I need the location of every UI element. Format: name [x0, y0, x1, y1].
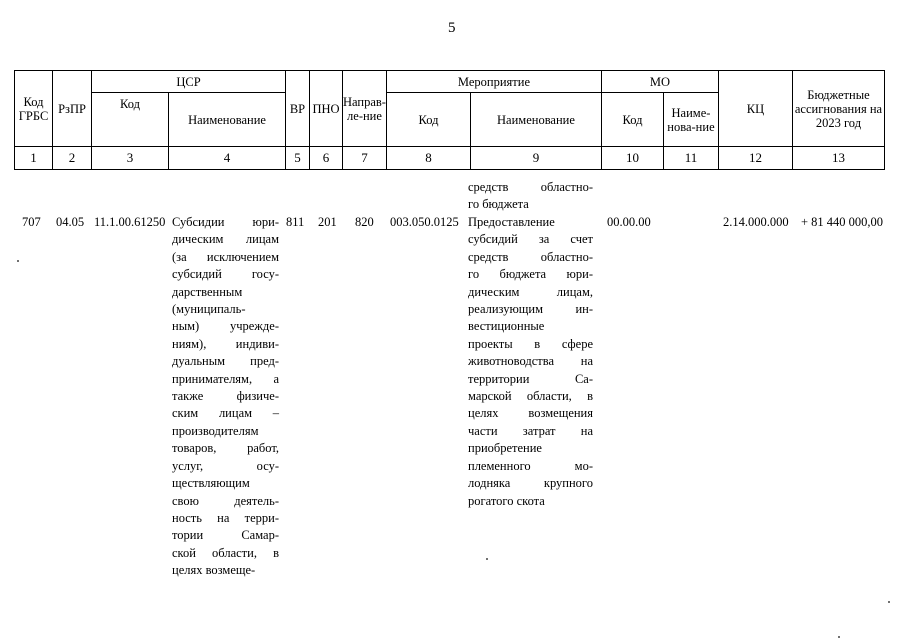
column-number: 12 — [718, 147, 792, 170]
text-line: ным) учрежде- — [172, 319, 279, 334]
row-amount: + 81 440 000,00 — [801, 215, 884, 229]
text-line: Субсидии юри- — [172, 215, 279, 229]
text-line: также физиче- — [172, 389, 279, 404]
page-number: 5 — [448, 20, 456, 36]
scan-speck — [838, 636, 840, 638]
text-line: ской области, в — [172, 545, 279, 560]
row-csr-name — [172, 214, 279, 580]
text-line: (муниципаль- — [172, 302, 246, 317]
text-line: рогатого скота — [468, 493, 545, 508]
header-csr-name: Наименование — [169, 93, 286, 147]
text-line: субсидий за счет — [468, 232, 593, 247]
text-line: дуальным пред- — [172, 354, 279, 369]
text-line: принимателям, а — [172, 371, 279, 386]
text-line: производителям — [172, 423, 259, 438]
row-napravlenie: 820 — [355, 215, 374, 229]
header-mo: МО — [601, 71, 718, 93]
column-number: 13 — [792, 147, 884, 170]
text-line: ниям), индиви- — [172, 336, 279, 351]
row-mer-name — [468, 214, 593, 510]
scan-speck — [17, 260, 19, 262]
carryover-line: средств областно- — [468, 180, 593, 194]
column-number: 8 — [386, 147, 470, 170]
table-row — [0, 214, 905, 614]
text-line: приобретение — [468, 441, 542, 456]
column-number: 4 — [169, 147, 286, 170]
text-line: товаров, работ, — [172, 441, 279, 456]
column-number: 1 — [15, 147, 53, 170]
text-line: целях возмеще- — [172, 563, 256, 578]
text-line: племенного мо- — [468, 458, 593, 473]
header-vr: ВР — [286, 71, 310, 147]
header-mer-name: Наименование — [470, 93, 601, 147]
text-line: (за исключением — [172, 249, 279, 264]
column-number: 3 — [92, 147, 169, 170]
header-mo-kod: Код — [601, 93, 663, 147]
header-kc: КЦ — [718, 71, 792, 147]
header-pno: ПНО — [310, 71, 343, 147]
header-mo-name: Наиме-нова-ние — [663, 93, 718, 147]
column-number: 5 — [286, 147, 310, 170]
column-number: 10 — [601, 147, 663, 170]
row-csr-kod: 11.1.00.61250 — [94, 215, 166, 229]
text-line: ществляющим — [172, 476, 250, 491]
scan-speck — [486, 558, 488, 560]
header-meropriyatie: Мероприятие — [386, 71, 601, 93]
text-line: ность на терри- — [172, 510, 279, 525]
column-number: 7 — [343, 147, 387, 170]
text-line: ским лицам – — [172, 406, 279, 421]
column-number: 2 — [53, 147, 92, 170]
text-line: лодняка крупного — [468, 476, 593, 491]
row-kc: 2.14.000.000 — [723, 215, 789, 229]
text-line: проекты в сфере — [468, 336, 593, 351]
table-header — [14, 70, 885, 170]
header-kod-grbs: Код ГРБС — [15, 71, 53, 147]
text-line: Предоставление — [468, 215, 555, 229]
row-vr: 811 — [286, 215, 305, 229]
scan-speck — [888, 601, 890, 603]
text-line: тории Самар- — [172, 528, 279, 543]
header-csr: ЦСР — [92, 71, 286, 93]
header-mer-kod: Код — [386, 93, 470, 147]
text-line: го бюджета юри- — [468, 267, 593, 282]
column-numbers-row — [15, 147, 885, 170]
row-kod-grbs: 707 — [22, 215, 41, 229]
text-line: марской области, в — [468, 389, 593, 404]
text-line: услуг, осу- — [172, 458, 279, 473]
header-budget: Бюджетные ассигнования на 2023 год — [792, 71, 884, 147]
column-number: 11 — [663, 147, 718, 170]
text-line: части затрат на — [468, 423, 593, 438]
carryover-line: го бюджета — [468, 197, 529, 211]
text-line: свою деятель- — [172, 493, 279, 508]
text-line: средств областно- — [468, 249, 593, 264]
row-pno: 201 — [318, 215, 337, 229]
text-line: дическим лицам — [172, 232, 279, 247]
text-line: животноводства на — [468, 354, 593, 369]
column-number: 9 — [470, 147, 601, 170]
row-mer-kod: 003.050.0125 — [390, 215, 459, 229]
row-rzpr: 04.05 — [56, 215, 85, 229]
carryover-text — [468, 179, 593, 213]
text-line: целях возмещения — [468, 406, 593, 421]
text-line: территории Са- — [468, 371, 593, 386]
text-line: дическим лицам, — [468, 284, 593, 299]
text-line: вестиционные — [468, 319, 545, 334]
text-line: реализующим ин- — [468, 302, 593, 317]
row-mo-kod: 00.00.00 — [607, 215, 651, 229]
header-napravlenie: Направ-ле-ние — [343, 71, 387, 147]
header-csr-kod: Код — [92, 93, 169, 147]
header-rzpr: РзПР — [53, 71, 92, 147]
column-number: 6 — [310, 147, 343, 170]
text-line: дарственным — [172, 284, 243, 299]
text-line: субсидий госу- — [172, 267, 279, 282]
